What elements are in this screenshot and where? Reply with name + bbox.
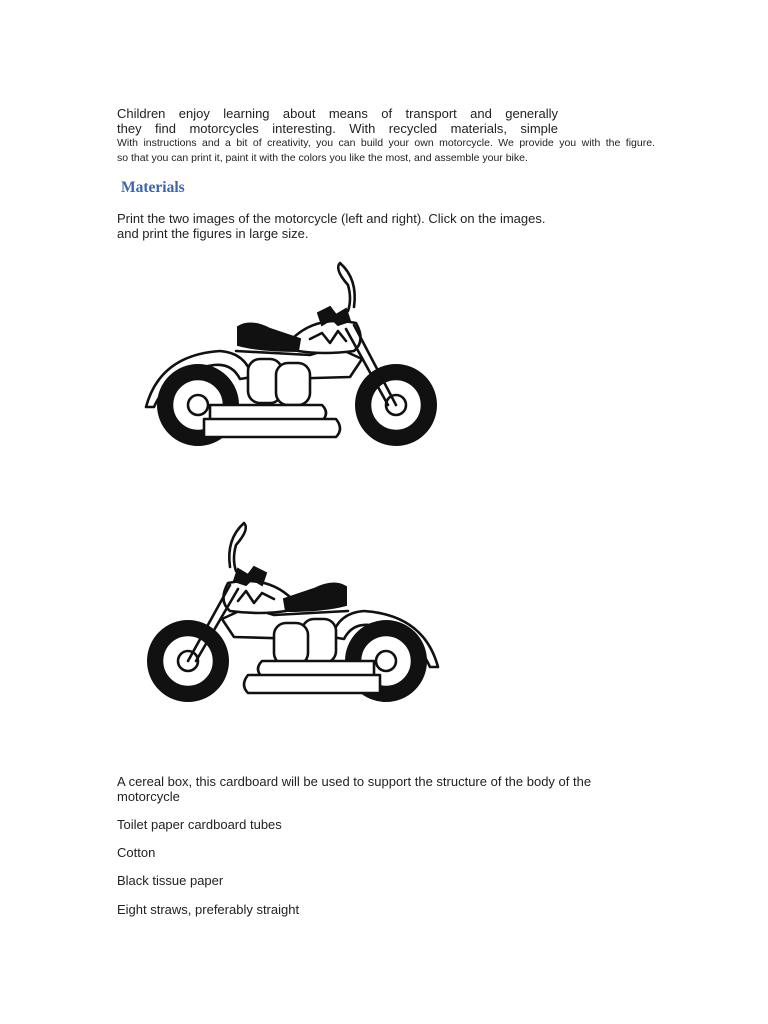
engine-right-cylinder <box>274 623 308 665</box>
material-item: Toilet paper cardboard tubes <box>117 817 282 832</box>
engine-right-cylinder <box>276 363 310 405</box>
material-item: Cotton <box>117 845 156 860</box>
handlebar-bow <box>234 567 266 585</box>
mirror-stem <box>338 263 355 311</box>
exhaust-pipe-lower <box>204 419 340 437</box>
exhaust-pipe-lower <box>244 675 380 693</box>
mirror-stem <box>229 523 246 571</box>
print-instruction-line-2: and print the figures in large size. <box>117 226 309 241</box>
print-instruction-line-1: Print the two images of the motorcycle (left and right). Click on the images. <box>117 211 546 226</box>
seat <box>284 583 346 611</box>
rear-hub <box>376 651 396 671</box>
rear-hub <box>188 395 208 415</box>
intro-line-2: they find motorcycles interesting. With recycled materials, simple <box>117 121 558 136</box>
motorcycle-left-image[interactable] <box>140 255 445 450</box>
material-item: Black tissue paper <box>117 873 224 888</box>
print-instruction <box>117 211 545 241</box>
material-item: A cereal box, this cardboard will be used to support the structure of the body of the motorcycle <box>117 774 592 804</box>
material-item: Eight straws, preferably straight <box>117 902 300 917</box>
handlebar-bow <box>318 307 350 325</box>
materials-heading: Materials <box>121 179 185 196</box>
intro-line-1: Children enjoy learning about means of transport and generally <box>117 106 558 121</box>
motorcycle-right-image[interactable] <box>146 515 451 710</box>
intro-line-4: so that you can print it, paint it with the colors you like the most, and assemble your bike. <box>117 152 528 164</box>
intro-paragraph <box>117 106 657 166</box>
seat <box>238 323 300 351</box>
intro-line-3: With instructions and a bit of creativity, you can build your own motorcycle. We provide you with the figure. <box>117 137 655 149</box>
